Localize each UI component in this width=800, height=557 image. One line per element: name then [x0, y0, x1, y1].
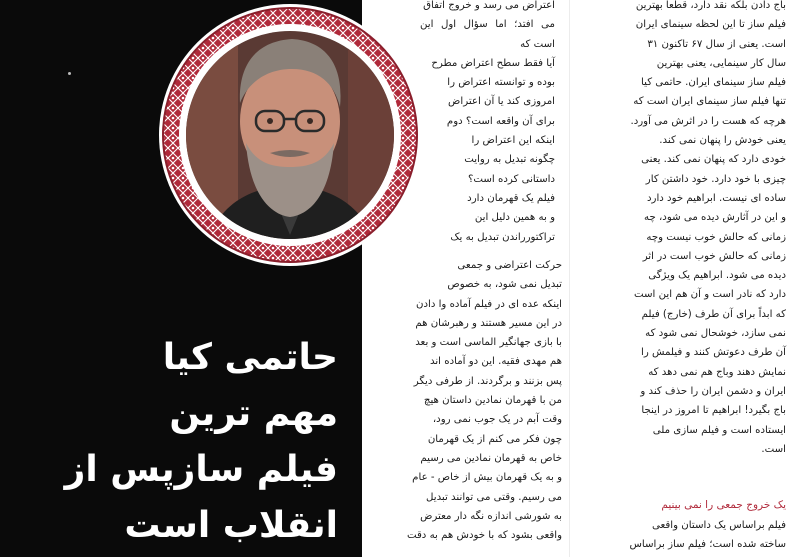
- article-line: و به یک قهرمان بیش از خاص - عام: [412, 472, 562, 484]
- article-line: تنها فیلم ساز سینمای ایران است که: [633, 96, 786, 108]
- article-line: زمانی که حالش خوب نیست وچه: [646, 231, 786, 243]
- article-line: باج دادن بلکه نقد دارد، قطعا بهترین: [635, 0, 786, 11]
- article-line: سال کار سینمایی، یعنی بهترین: [656, 57, 786, 69]
- article-line: آن طرف دعوتش کنند و فیلمش را: [641, 347, 786, 359]
- headline-line-3: فیلم سازپس از: [64, 449, 338, 490]
- article-line: اعتراض می رسد و خروج اتفاق: [423, 0, 555, 11]
- article-column-right: [578, 0, 786, 459]
- article-line: اینکه عده ای در فیلم آماده وا دادن: [415, 298, 562, 310]
- article-line: ساده ای نیست. ابراهیم خود دارد: [646, 192, 786, 204]
- article-line: واقعی بشود که با خودش هم به دقت: [406, 530, 562, 542]
- article-line: نمایش دهند وباج هم نمی دهد که: [648, 366, 786, 378]
- article-line: دیده می شود. ابراهیم یک ویژگی: [648, 270, 786, 282]
- article-line: می رسیم. وقتی می توانند تبدیل: [426, 491, 562, 503]
- article-line: خودی دارد که پنهان نمی کند. یعنی: [641, 154, 786, 166]
- article-line: من با قهرمان نمادین داستان هیچ: [423, 395, 562, 407]
- article-line: نمی سازد، خوشحال نمی شود که: [645, 328, 786, 340]
- portrait-medallion: [158, 3, 422, 267]
- article-column-middle: [372, 256, 562, 545]
- article-line: است.: [761, 443, 786, 455]
- article-line: اینکه این اعتراض را: [471, 135, 555, 147]
- headline-line-2: مهم ترین: [169, 393, 338, 434]
- article-line: داستانی کرده است؟: [467, 173, 555, 185]
- article-line: چیزی با خود دارد. خود داشتن کار: [645, 173, 786, 185]
- article-line: ساخته شده است؛ فیلم ساز براساس: [629, 539, 786, 551]
- article-line: فیلم یک قهرمان دارد: [467, 192, 555, 204]
- decorative-dot: [68, 72, 71, 75]
- article-line: است. یعنی از سال ۶۷ تاکنون ۳۱: [647, 38, 786, 50]
- article-line: پس بزنند و برگردند. از طرفی دیگر: [413, 375, 562, 387]
- article-line: فیلم براساس یک داستان واقعی: [652, 520, 786, 531]
- headline-line-4: انقلاب است: [124, 505, 338, 546]
- article-line: هم مهدی فقیه. این دو آماده اند: [429, 356, 562, 368]
- article-line: که ابداً برای آن طرف (خارج) فیلم: [641, 308, 786, 320]
- article-subheading: یک خروج جمعی را نمی بینیم: [661, 499, 786, 511]
- article-line: آیا فقط سطح اعتراض مطرح: [431, 57, 555, 69]
- article-line: با بازی جهانگیر الماسی است و بعد: [415, 337, 562, 349]
- article-line: تبدیل نمی شود، به خصوص: [447, 279, 562, 291]
- article-line: وقت آبم در یک جوب نمی رود،: [432, 414, 562, 426]
- article-line: چون فکر می کنم از یک قهرمان: [427, 433, 562, 445]
- article-column-middle-top: [420, 0, 555, 247]
- article-line: تراکتورراندن تبدیل به یک: [450, 231, 555, 243]
- article-line: ایران و دشمن ایران را حذف کند و: [640, 385, 786, 397]
- headline: [20, 330, 338, 554]
- column-divider: [569, 0, 570, 557]
- article-line: امروزی کند یا آن اعتراض: [448, 96, 555, 108]
- article-line: چگونه تبدیل به روایت: [464, 154, 555, 166]
- article-line: و به همین دلیل این: [474, 212, 555, 224]
- article-line: ایستاده است و فیلم سازی ملی: [652, 424, 786, 436]
- article-line: در این مسیر هستند و رهبرشان هم: [415, 317, 562, 329]
- headline-line-1: حاتمی کیا: [162, 337, 338, 378]
- article-line: بوده و توانسته اعتراض را: [447, 77, 555, 89]
- article-line: یعنی خودش را پنهان نمی کند.: [659, 135, 786, 147]
- article-line: حرکت اعتراضی و جمعی: [457, 260, 562, 271]
- article-column-right-bottom: [578, 516, 786, 555]
- article-line: و این در آثارش دیده می شود، چه: [644, 212, 786, 224]
- article-line: فیلم ساز سینمای ایران. حاتمی کیا: [641, 77, 786, 89]
- article-line: خاص به قهرمان نمادین می رسیم: [420, 452, 562, 464]
- article-line: برای آن واقعه است؟ دوم: [446, 115, 555, 127]
- article-line: هرچه که هست را در اثرش می آورد.: [630, 115, 786, 127]
- article-line: به شورشی اندازه نگه دار معترض: [420, 510, 562, 522]
- article-line: دارد که نادر است و آن هم این است: [634, 289, 786, 301]
- article-line: فیلم ساز تا این لحظه سینمای ایران: [635, 19, 786, 31]
- article-line: می افتد؛ اما سؤال اول این است که: [420, 19, 555, 50]
- article-line: زمانی که حالش خوب است در اثر: [642, 250, 786, 262]
- article-line: باج بگیرد! ابراهیم تا امروز در اینجا: [641, 405, 786, 417]
